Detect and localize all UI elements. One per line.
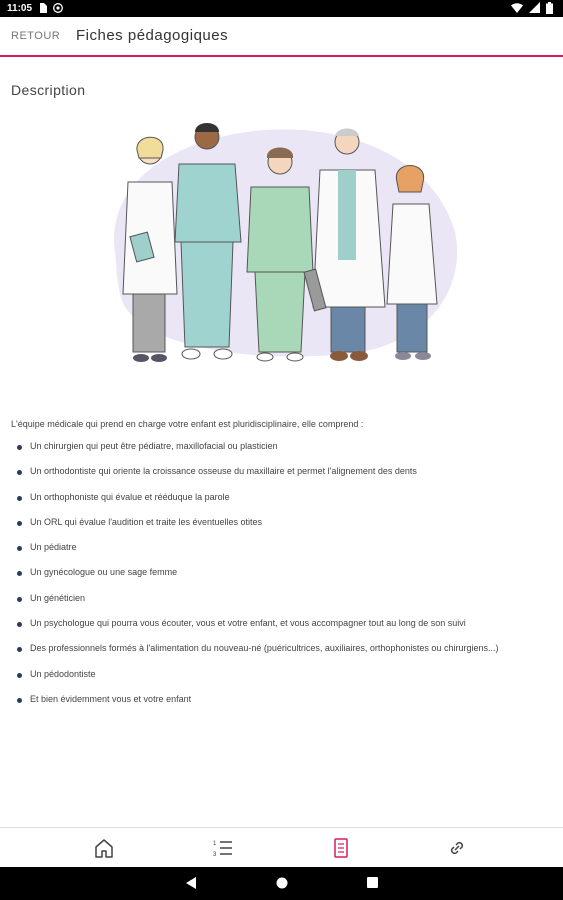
list-item-text: Un orthophoniste qui évalue et rééduque la parole bbox=[30, 491, 230, 502]
back-button[interactable]: RETOUR bbox=[11, 30, 61, 42]
bottom-nav bbox=[0, 827, 563, 868]
status-time: 11:05 bbox=[7, 3, 33, 14]
back-triangle-icon[interactable] bbox=[186, 877, 198, 889]
bullet-icon bbox=[17, 597, 22, 602]
list-item-text: Un gynécologue ou une sage femme bbox=[30, 567, 178, 578]
medical-team-illustration bbox=[95, 122, 460, 372]
bullet-icon bbox=[17, 546, 22, 551]
intro-text: L'équipe médicale qui prend en charge votre enfant est pluridisciplinaire, elle comprend : bbox=[11, 419, 364, 429]
section-title: Description bbox=[11, 82, 86, 98]
list-item-text: Des professionnels formés à l'alimentation du nouveau-né (puéricultrices, auxiliaires, orthophonistes ou chirurgiens...) bbox=[30, 643, 499, 654]
bullet-icon bbox=[17, 496, 22, 501]
bullet-icon bbox=[17, 673, 22, 678]
bullet-icon bbox=[17, 571, 22, 576]
bullet-icon bbox=[17, 647, 22, 652]
link-icon[interactable] bbox=[445, 837, 469, 859]
status-system-icons bbox=[511, 2, 556, 14]
recents-square-icon[interactable] bbox=[367, 877, 378, 888]
list-item-text: Un pédiatre bbox=[30, 542, 77, 553]
bullet-icon bbox=[17, 698, 22, 703]
numbered-list-icon[interactable] bbox=[211, 837, 235, 859]
home-icon[interactable] bbox=[92, 837, 116, 859]
list-item-text: Un généticien bbox=[30, 592, 86, 603]
list-item-text: Un ORL qui évalue l'audition et traite les éventuelles otites bbox=[30, 516, 263, 527]
bullet-icon bbox=[17, 521, 22, 526]
signal-icon bbox=[529, 2, 540, 14]
svg-text:3: 3 bbox=[213, 852, 217, 858]
android-nav-bar bbox=[0, 867, 563, 900]
list-item-text: Un orthodontiste qui oriente la croissance osseuse du maxillaire et permet l'alignement des dents bbox=[30, 466, 417, 477]
list-item-text: Et bien évidemment vous et votre enfant bbox=[30, 693, 192, 704]
wifi-icon bbox=[511, 2, 523, 14]
list-item-text: Un chirurgien qui peut être pédiatre, maxillofacial ou plasticien bbox=[30, 441, 278, 451]
battery-icon bbox=[546, 2, 553, 14]
list-item-text: Un pédodontiste bbox=[30, 668, 96, 679]
bullet-icon bbox=[17, 622, 22, 627]
page-title: Fiches pédagogiques bbox=[76, 27, 229, 44]
status-bar bbox=[0, 0, 563, 17]
document-icon[interactable] bbox=[329, 837, 353, 859]
app-header bbox=[0, 17, 563, 57]
list-item-text: Un psychologue qui pourra vous écouter, vous et votre enfant, et vous accompagner tout au long de son suivi bbox=[30, 618, 466, 629]
home-circle-icon[interactable] bbox=[276, 877, 288, 889]
bullet-icon bbox=[17, 470, 22, 475]
status-notification-icons bbox=[39, 3, 66, 14]
bullet-icon bbox=[17, 445, 22, 450]
at-sign-icon bbox=[53, 3, 63, 13]
svg-text:1: 1 bbox=[213, 841, 217, 847]
sim-card-icon bbox=[39, 3, 47, 13]
